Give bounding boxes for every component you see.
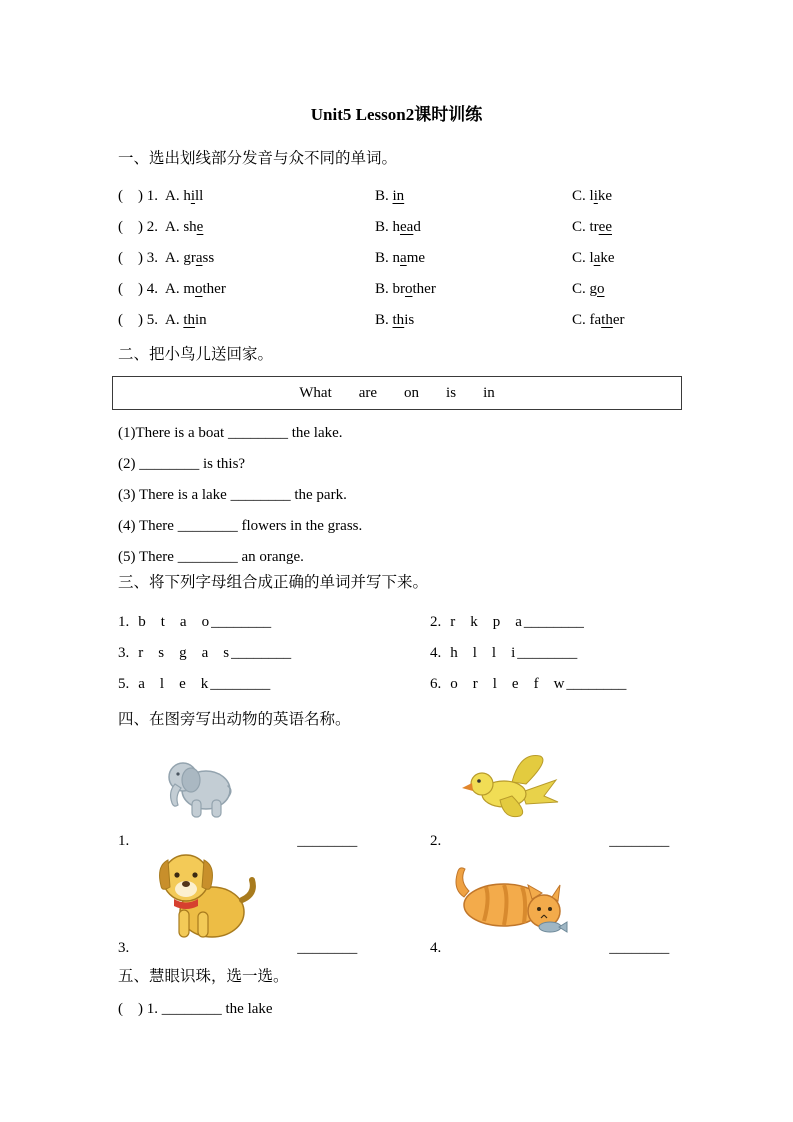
answer-paren: ( ) 1. (118, 188, 158, 204)
underlined-part: a (593, 250, 601, 266)
answer-blank: ________ (231, 645, 292, 661)
sentence-5: (5) There ________ an orange. (118, 549, 304, 565)
option-c (572, 281, 605, 297)
item-number: 6. (430, 676, 442, 692)
item-number: 1. (118, 833, 130, 849)
answer-paren: ( ) 5. (118, 312, 158, 328)
option-text: ther (202, 281, 226, 297)
underlined-part: ea (400, 219, 414, 235)
answer-blank: ________ (210, 676, 271, 692)
word-bank-word: are (358, 384, 378, 401)
answer-paren: ( ) 2. (118, 219, 158, 235)
option-text: A. sh (165, 219, 197, 235)
section1-questions (118, 181, 684, 336)
animal-images-row-2 (118, 857, 684, 937)
option-text: C. fa (572, 312, 602, 328)
option-text: B. n (375, 250, 401, 266)
underlined-part: th (392, 312, 405, 328)
section4-heading: 四、在图旁写出动物的英语名称。 (118, 711, 351, 728)
item-number: 3. (118, 940, 130, 956)
section5-heading: 五、慧眼识珠，选一选。 (118, 968, 289, 985)
answer-blank: ________ (297, 833, 358, 849)
option-text: C. g (572, 281, 598, 297)
item-number: 1. (118, 614, 130, 630)
underlined-part: o (597, 281, 605, 297)
option-b (375, 250, 425, 266)
option-text: A. (165, 312, 184, 328)
answer-blank: ________ (297, 940, 358, 956)
underlined-part: in (392, 188, 405, 204)
scrambled-letters: o r l e f w (450, 676, 565, 692)
fill-in-sentences (118, 418, 684, 573)
option-text: C. tr (572, 219, 599, 235)
question-row-1 (118, 181, 684, 212)
option-a (165, 312, 207, 328)
underlined-part: e (196, 219, 204, 235)
option-text: in (195, 312, 207, 328)
option-b (375, 219, 421, 235)
unscramble-row-3 (118, 669, 684, 700)
item-number: 4. (430, 940, 442, 956)
dog-image (146, 848, 258, 945)
scrambled-letters: r s g a s (138, 645, 230, 661)
option-text: er (612, 312, 625, 328)
option-text: ther (412, 281, 436, 297)
answer-blank: ________ (566, 676, 627, 692)
underlined-part: th (601, 312, 613, 328)
underlined-part: th (183, 312, 196, 328)
option-text: ll (195, 188, 204, 204)
answer-paren: ( ) 3. (118, 250, 158, 266)
question-row-3 (118, 243, 684, 274)
option-text: B. (375, 312, 393, 328)
option-text: A. gr (165, 250, 196, 266)
option-text: ke (597, 188, 613, 204)
cat-image (450, 863, 568, 940)
unscramble-row-2 (118, 638, 684, 669)
question-row-4 (118, 274, 684, 305)
option-text: me (406, 250, 426, 266)
answer-blank: ________ (609, 940, 670, 956)
option-c (572, 219, 612, 235)
item-number: 5. (118, 676, 130, 692)
option-text: d (413, 219, 421, 235)
underlined-part: i (190, 188, 196, 204)
option-c (572, 250, 615, 266)
answer-blank: ________ (523, 614, 584, 630)
option-text: A. h (165, 188, 191, 204)
underlined-part: o (405, 281, 413, 297)
item-number: 2. (430, 833, 442, 849)
word-bank-word: on (404, 384, 420, 401)
option-c (572, 312, 625, 328)
answer-blank: ________ (211, 614, 272, 630)
option-b (375, 281, 436, 297)
scrambled-letters: r k p a (450, 614, 522, 630)
animal-images-row-1 (118, 744, 684, 826)
underlined-part: o (195, 281, 203, 297)
option-a (165, 219, 203, 235)
item-number: 3. (118, 645, 130, 661)
underlined-part: i (593, 188, 598, 204)
word-bank-box (112, 376, 682, 410)
page-title: Unit5 Lesson2课时训练 (310, 105, 483, 124)
section3-heading: 三、将下列字母组合成正确的单词并写下来。 (118, 574, 429, 591)
option-b (375, 188, 404, 204)
option-b (375, 312, 414, 328)
underlined-part: ee (598, 219, 612, 235)
answer-paren: ( ) 4. (118, 281, 158, 297)
sentence-4: (4) There ________ flowers in the grass. (118, 518, 363, 534)
scrambled-letters: h l l i (450, 645, 516, 661)
sentence-2: (2) ________ is this? (118, 456, 246, 472)
option-a (165, 281, 226, 297)
option-text: B. (375, 188, 393, 204)
bird-image (462, 746, 560, 831)
option-text: C. l (572, 250, 594, 266)
scrambled-letters: b t a o (138, 614, 210, 630)
answer-blank: ________ (609, 833, 670, 849)
option-c (572, 188, 612, 204)
word-bank-word: What (299, 384, 332, 401)
answer-blank: ________ (517, 645, 578, 661)
option-text: ke (600, 250, 615, 266)
word-bank-word: in (483, 384, 495, 401)
option-a (165, 188, 203, 204)
elephant-image (166, 750, 232, 825)
word-bank-word: is (446, 384, 457, 401)
option-text: C. l (572, 188, 594, 204)
underlined-part: a (400, 250, 407, 266)
unscramble-row-1 (118, 607, 684, 638)
item-number: 4. (430, 645, 442, 661)
question-row-2 (118, 212, 684, 243)
underlined-part: a (195, 250, 203, 266)
section2-heading: 二、把小鸟儿送回家。 (118, 346, 274, 363)
choice-question-1: ( ) 1. ________ the lake (118, 1001, 273, 1017)
sentence-3: (3) There is a lake ________ the park. (118, 487, 347, 503)
option-text: ss (202, 250, 215, 266)
section1-heading: 一、选出划线部分发音与众不同的单词。 (118, 150, 398, 167)
option-text: is (404, 312, 415, 328)
page-content (118, 149, 684, 1019)
option-text: B. br (375, 281, 405, 297)
item-number: 2. (430, 614, 442, 630)
scrambled-letters: a l e k (138, 676, 209, 692)
unscramble-items (118, 607, 684, 700)
option-text: A. m (165, 281, 195, 297)
option-a (165, 250, 214, 266)
question-row-5 (118, 305, 684, 336)
option-text: B. h (375, 219, 401, 235)
sentence-1: (1)There is a boat ________ the lake. (118, 425, 343, 441)
